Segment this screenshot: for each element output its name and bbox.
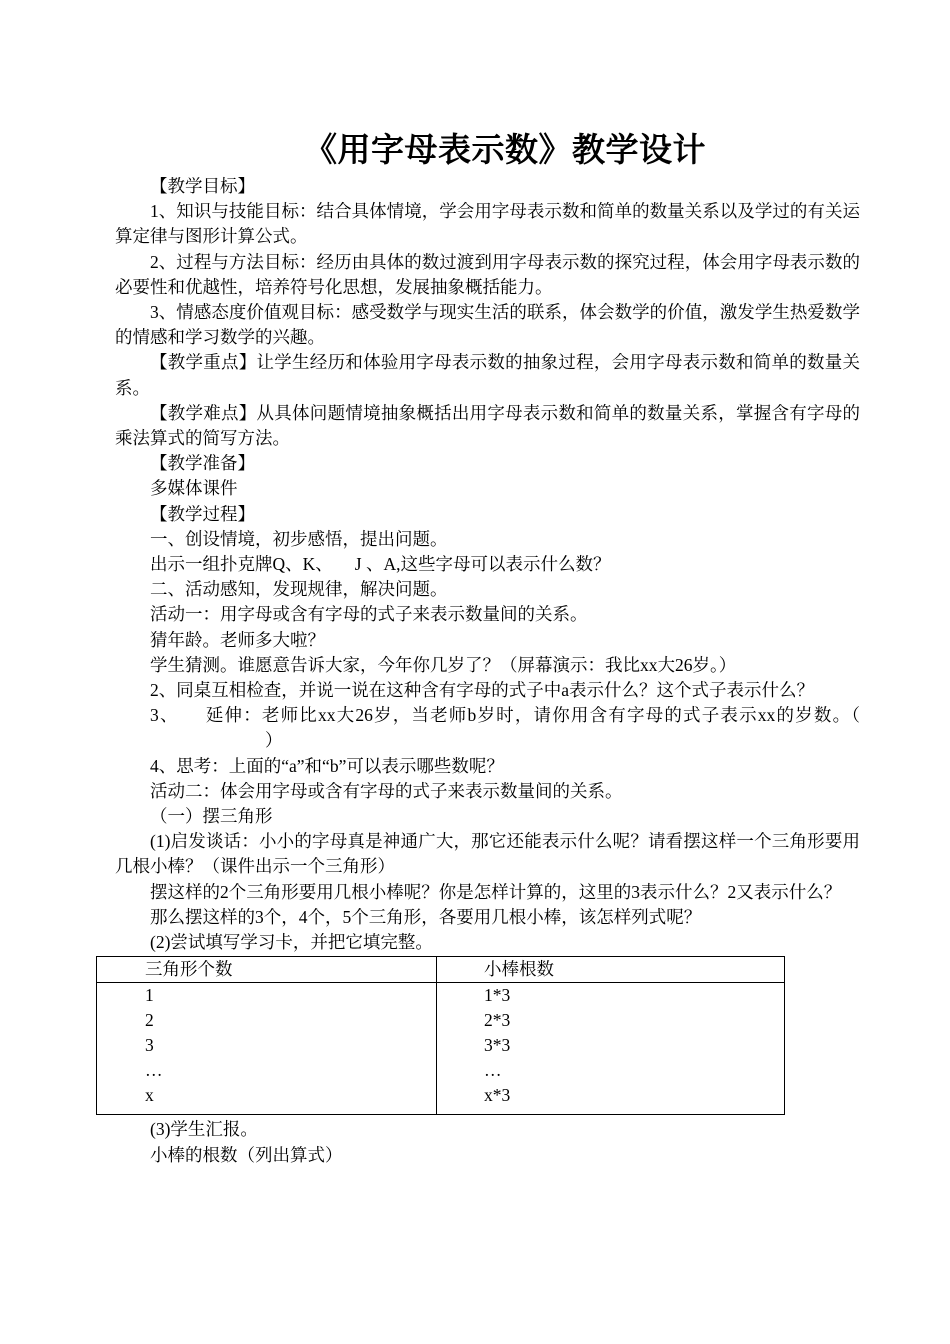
paragraph-goal-1: 1、知识与技能目标：结合具体情境，学会用字母表示数和简单的数量关系以及学过的有关运算定律与图形计算公式。 — [115, 201, 860, 247]
extend-close: ） — [265, 730, 283, 751]
table-body-row — [97, 983, 785, 1115]
learning-card-table — [96, 956, 785, 1115]
paragraph-activity-2: 活动二：体会用字母或含有字母的式子来表示数量间的关系。 — [150, 780, 623, 801]
paragraph-key-point: 【教学重点】让学生经历和体验用字母表示数的抽象过程，会用字母表示数和简单的数量关系。 — [115, 352, 860, 398]
paragraph-step-1: 一、创设情境，初步感悟，提出问题。 — [150, 528, 448, 549]
paragraph-guess-age: 猜年龄。老师多大啦？ — [150, 629, 325, 650]
document-body — [115, 174, 860, 1168]
paragraph-two-triangles: 摆这样的2个三角形要用几根小棒呢？你是怎样计算的，这里的3表示什么？2又表示什么？ — [150, 881, 842, 902]
paragraph-goal-3: 3、情感态度价值观目标：感受数学与现实生活的联系，体会数学的价值，激发学生热爱数学的情感和学习数学的兴趣。 — [115, 302, 860, 348]
document-title: 《用字母表示数》教学设计 — [304, 130, 706, 169]
table-cell: 3 — [145, 1035, 154, 1056]
table-cell: 1*3 — [484, 985, 511, 1006]
table-cell: 2 — [145, 1010, 154, 1031]
paragraph-intro-talk: (1)启发谈话：小小的字母真是神通广大，那它还能表示什么呢？请看摆这样一个三角形要用几根小棒？（课件出示一个三角形） — [115, 831, 860, 877]
paragraph-more-triangles: 那么摆这样的3个，4个，5个三角形，各要用几根小棒，该怎样列式呢？ — [150, 906, 702, 927]
paragraph-step-2: 二、活动感知，发现规律，解决问题。 — [150, 579, 448, 600]
paragraph-fill-card: (2)尝试填写学习卡，并把它填完整。 — [150, 932, 433, 953]
table-cell: x*3 — [484, 1085, 511, 1106]
paragraph-preparation: 多媒体课件 — [150, 478, 238, 499]
table-header-row — [97, 957, 785, 983]
paragraph-difficulty: 【教学难点】从具体问题情境抽象概括出用字母表示数和简单的数量关系，掌握含有字母的乘法算式的简写方法。 — [115, 402, 860, 449]
section-heading-preparation: 【教学准备】 — [150, 453, 255, 474]
cards-text-b: J 、A,这些字母可以表示什么数？ — [354, 554, 611, 575]
stick-count-list — [437, 983, 784, 1114]
paragraph-cards — [115, 552, 860, 577]
paragraph-check: 2、同桌互相检查，并说一说在这种含有字母的式子中a表示什么？这个式子表示什么？ — [150, 680, 815, 701]
paragraph-report: (3)学生汇报。 — [150, 1119, 258, 1140]
paragraph-activity-1: 活动一：用字母或含有字母的式子来表示数量间的关系。 — [150, 604, 588, 625]
extend-number: 3、 — [150, 705, 179, 726]
paragraph-think: 4、思考：上面的“a”和“b”可以表示哪些数呢？ — [150, 755, 504, 776]
paragraph-goal-2: 2、过程与方法目标：经历由具体的数过渡到用字母表示数的探究过程，体会用字母表示数的必要性和优越性，培养符号化思想，发展抽象概括能力。 — [115, 251, 860, 297]
triangle-count-list — [97, 983, 436, 1114]
cards-text-a: 出示一组扑克牌Q、K、 — [150, 554, 333, 575]
table-cell: 1 — [145, 985, 154, 1006]
paragraph-stick-formula: 小棒的根数（列出算式） — [150, 1144, 343, 1165]
subheading-triangles: （一）摆三角形 — [150, 806, 273, 827]
table-cell: … — [145, 1060, 163, 1081]
paragraph-student-guess: 学生猜测。谁愿意告诉大家，今年你几岁了？（屏幕演示：我比xx大26岁。） — [150, 654, 737, 675]
table-cell: … — [484, 1060, 502, 1081]
header-stick-count: 小棒根数 — [484, 959, 554, 980]
table-cell: 3*3 — [484, 1035, 511, 1056]
section-heading-process: 【教学过程】 — [150, 503, 255, 524]
table-cell: x — [145, 1085, 154, 1106]
section-heading-goals: 【教学目标】 — [150, 176, 255, 196]
extend-text: 延伸：老师比xx大26岁，当老师b岁时，请你用含有字母的式子表示xx的岁数。（ — [204, 705, 861, 726]
table-cell: 2*3 — [484, 1010, 511, 1031]
paragraph-extend — [115, 703, 860, 753]
header-triangle-count: 三角形个数 — [145, 959, 233, 980]
